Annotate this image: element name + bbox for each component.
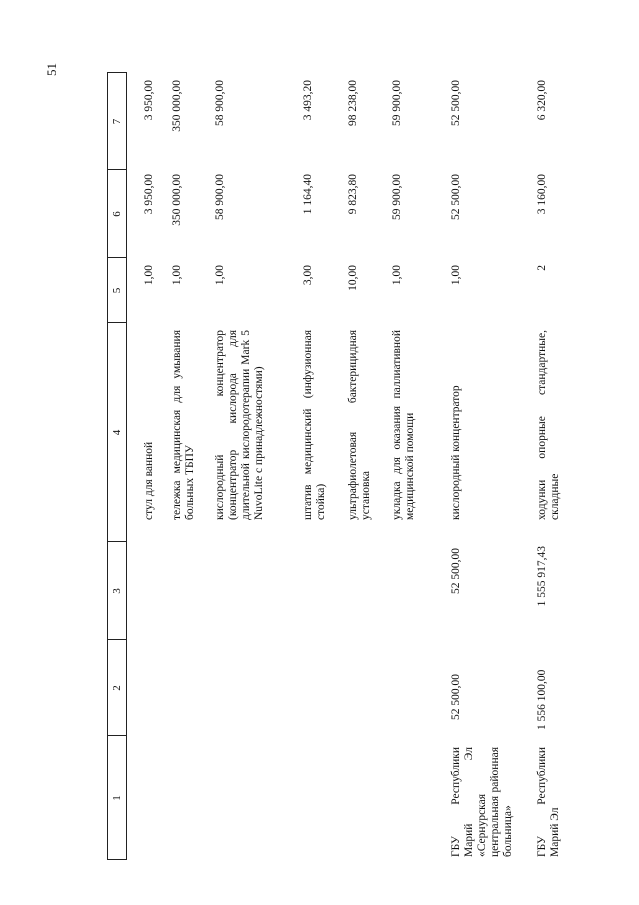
row-qty: 1,00 [391, 265, 403, 286]
page-number: 51 [44, 63, 59, 76]
row-sum: 59 900,00 [391, 80, 403, 126]
row-qty: 1,00 [143, 265, 155, 286]
header-col-1: 1 [111, 795, 123, 801]
row-item: стул для ванной [143, 441, 155, 520]
row-org: ГБУ Республики Марий Эл [536, 747, 561, 857]
row-price: 58 900,00 [214, 174, 226, 220]
row-qty: 2 [536, 265, 548, 271]
row-sum: 350 000,00 [171, 80, 183, 132]
row-item: штатив медицинский (инфузионная стойка) [302, 330, 327, 520]
row-item: кислородный концентратор [450, 385, 462, 520]
row-price: 3 160,00 [536, 174, 548, 215]
row-qty: 3,00 [302, 265, 314, 286]
header-col-4: 4 [111, 429, 123, 436]
row-sum: 3 493,20 [302, 80, 314, 121]
row-sum: 6 320,00 [536, 80, 548, 121]
header-col-2: 2 [111, 685, 123, 691]
row-price: 9 823,80 [347, 174, 359, 215]
row-sum: 3 950,00 [143, 80, 155, 121]
row-col2: 1 556 100,00 [536, 669, 548, 730]
row-sum: 52 500,00 [450, 80, 462, 126]
rotated-table [107, 72, 567, 860]
row-price: 59 900,00 [391, 174, 403, 220]
header-col-5: 5 [111, 287, 123, 294]
row-price: 3 950,00 [143, 174, 155, 215]
header-col-3: 3 [111, 588, 123, 594]
header-col-6: 6 [111, 211, 123, 217]
row-qty: 1,00 [214, 265, 226, 286]
row-col2: 52 500,00 [450, 674, 462, 720]
header-col-7: 7 [111, 118, 123, 125]
row-qty: 1,00 [171, 265, 183, 286]
row-price: 1 164,40 [302, 174, 314, 215]
row-org: ГБУ Республики Марий Эл «Сернурская центральная районная больница» [450, 747, 514, 857]
row-col3: 52 500,00 [450, 548, 462, 594]
row-sum: 98 238,00 [347, 80, 359, 126]
row-item: ультрафиолетовая бактерицидная установка [347, 330, 372, 520]
row-col3: 1 555 917,43 [536, 546, 548, 607]
row-item: укладка для оказания паллиативной медицинской помощи [391, 330, 416, 520]
row-item: кислородный концентратор (концентратор кислорода для длительной кислородотерапии Mark 5 NuvoLite с принадлежностями) [214, 330, 265, 520]
row-price: 52 500,00 [450, 174, 462, 220]
table-header-row [107, 72, 127, 860]
row-price: 350 000,00 [171, 174, 183, 226]
row-qty: 1,00 [450, 265, 462, 286]
row-sum: 58 900,00 [214, 80, 226, 126]
row-item: ходунки опорные стандартные, складные [536, 330, 561, 520]
row-qty: 10,00 [347, 265, 359, 291]
row-item: тележка медицинская для умывания больных ТБПУ [171, 330, 196, 520]
